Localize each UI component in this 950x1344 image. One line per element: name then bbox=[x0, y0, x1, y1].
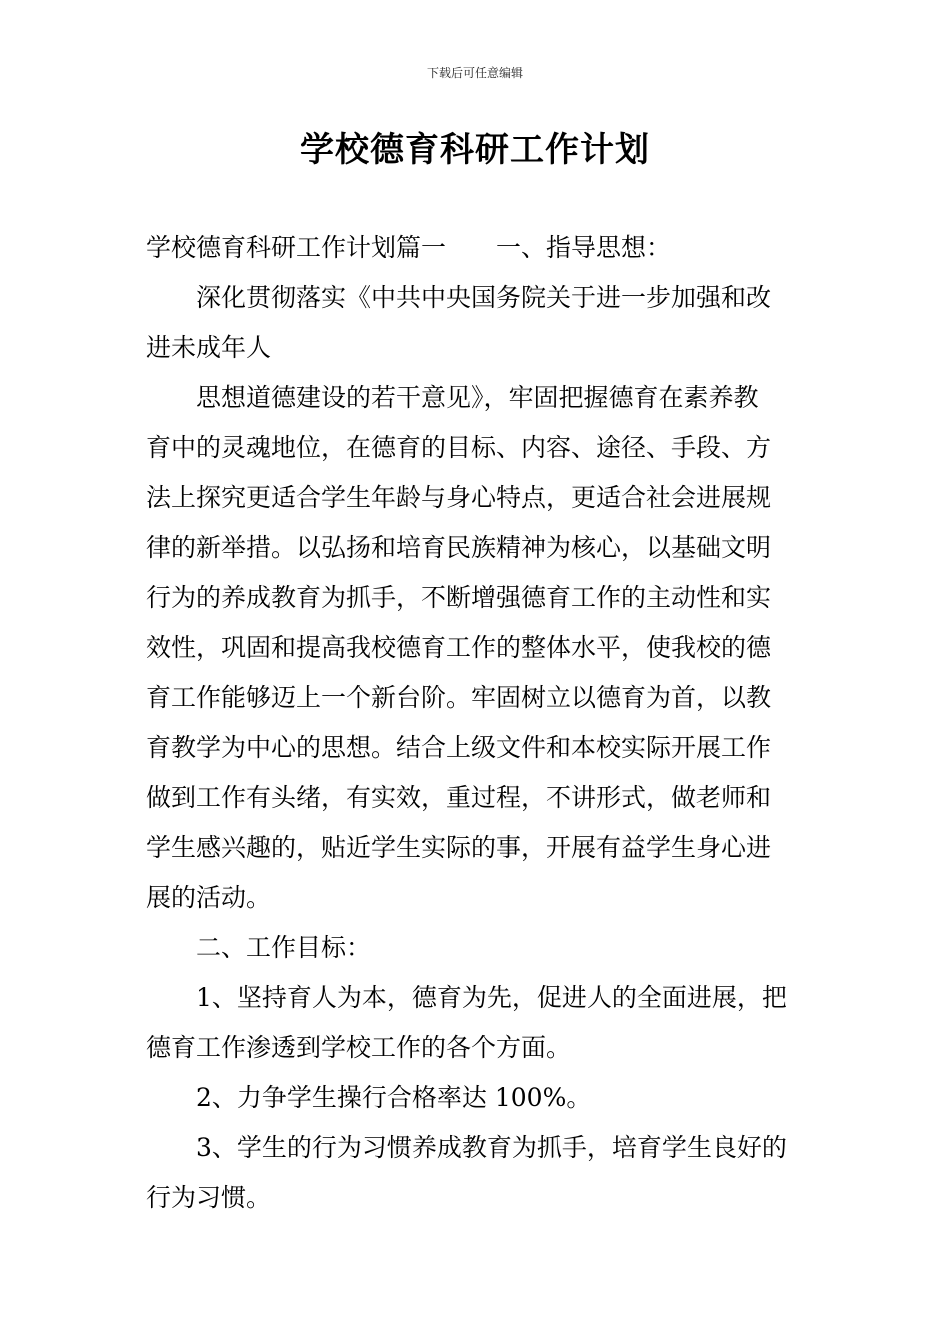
goal-item-3: 3、学生的行为习惯养成教育为抓手，培育学生良好的 bbox=[196, 1133, 787, 1162]
paragraph-line: 法上探究更适合学生年龄与身心特点，更适合社会进展规 bbox=[146, 483, 772, 512]
section-heading-work-goals: 二、工作目标： bbox=[196, 933, 372, 962]
paragraph-line: 做到工作有头绪，有实效，重过程，不讲形式，做老师和 bbox=[146, 783, 772, 812]
document-title: 学校德育科研工作计划 bbox=[300, 130, 650, 170]
paragraph-line: 育教学为中心的思想。结合上级文件和本校实际开展工作 bbox=[146, 733, 772, 762]
section-heading-line bbox=[146, 223, 806, 273]
paragraph-line: 律的新举措。以弘扬和培育民族精神为核心，以基础文明 bbox=[146, 533, 772, 562]
paragraph-line: 进未成年人 bbox=[146, 333, 272, 362]
paragraph-line: 效性，巩固和提高我校德育工作的整体水平，使我校的德 bbox=[146, 633, 772, 662]
paragraph-line: 育中的灵魂地位，在德育的目标、内容、途径、手段、方 bbox=[146, 433, 772, 462]
goal-item-1: 1、坚持育人为本，德育为先，促进人的全面进展，把 bbox=[196, 983, 787, 1012]
document-body bbox=[146, 223, 806, 1223]
paragraph-line: 思想道德建设的若干意见》，牢固把握德育在素养教 bbox=[196, 383, 759, 412]
paragraph-line: 展的活动。 bbox=[146, 883, 272, 912]
article-label: 学校德育科研工作计划篇一 bbox=[146, 233, 447, 262]
paragraph-line: 深化贯彻落实《中共中央国务院关于进一步加强和改 bbox=[196, 283, 772, 312]
paragraph-line: 育工作能够迈上一个新台阶。牢固树立以德育为首，以教 bbox=[146, 683, 772, 712]
paragraph-line: 德育工作渗透到学校工作的各个方面。 bbox=[146, 1033, 572, 1062]
paragraph-line: 行为的养成教育为抓手，不断增强德育工作的主动性和实 bbox=[146, 583, 772, 612]
section-heading-guiding-thought: 一、指导思想： bbox=[496, 233, 672, 262]
page-header-note: 下载后可任意编辑 bbox=[426, 66, 523, 80]
goal-item-2: 2、力争学生操行合格率达 100%。 bbox=[196, 1083, 592, 1112]
paragraph-line: 学生感兴趣的，贴近学生实际的事，开展有益学生身心进 bbox=[146, 833, 772, 862]
paragraph-line: 行为习惯。 bbox=[146, 1183, 272, 1212]
